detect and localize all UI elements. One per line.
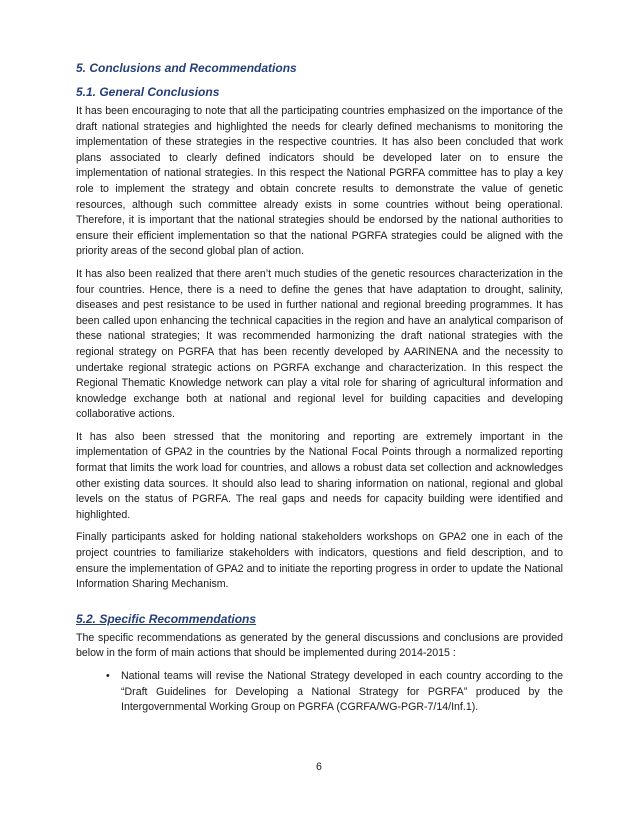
general-paragraph-3: It has also been stressed that the monitoring and reporting are extremely important in the implementation of GPA2 in the countries by the National Focal Points through a normalized reporting format that limits the work load for countries, and allows a robust data set collection and acknowledges other existing data sources. It should also lead to sharing information on national, regional and global levels on the status of PGRFA. The real gaps and needs for capacity building were identified and highlighted.	[76, 430, 563, 521]
page-number: 6	[316, 761, 322, 773]
section-heading: 5. Conclusions and Recommendations	[76, 61, 297, 75]
bullet-icon: •	[106, 670, 110, 682]
document-page	[76, 60, 563, 716]
general-paragraph-1: It has been encouraging to note that all the participating countries emphasized on the importance of the draft national strategies and highlighted the needs for clearly defined mechanisms to monitoring the implementation of these strategies in the respective countries. It has also been concluded that work plans associated to clearly defined indicators should be developed later on to ensure the implementation of national strategies. In this respect the National PGRFA committee has to play a key role to implement the strategy and obtain concrete results to demonstrate the value of genetic resources, although such committee already exists in some countries without being operational. Therefore, it is important that the national strategies should be endorsed by the national authorities to ensure their efficient implementation so that the national PGRFA strategies could be aligned with the priority areas of the second global plan of action.	[76, 105, 563, 258]
specific-intro-paragraph: The specific recommendations as generated by the general discussions and conclusions are provided below in the form of main actions that should be implemented during 2014-2015 :	[76, 631, 563, 660]
list-item-text: National teams will revise the National Strategy developed in each country according to the “Draft Guidelines for Developing a National Strategy for PGRFA” produced by the Intergovernmental Working Group on PGRFA (CGRFA/WG-PGR-7/14/Inf.1).	[121, 670, 563, 714]
list-item	[76, 669, 563, 716]
recommendations-list	[76, 669, 563, 716]
general-paragraph-4: Finally participants asked for holding national stakeholders workshops on GPA2 one in each of the project countries to familiarize stakeholders with indicators, questions and field description, and to ensure the implementation of GPA2 and to initiate the reporting progress in order to update the National Information Sharing Mechanism.	[76, 531, 563, 591]
general-conclusions-heading: 5.1. General Conclusions	[76, 85, 220, 99]
general-paragraph-2: It has also been realized that there aren’t much studies of the genetic resources characterization in the four countries. Hence, there is a need to define the genes that have adaptation to drought, salinity, diseases and pest resistance to be used in further national and regional breeding programmes. It has been called upon enhancing the technical capacities in the region and have an analytical comparison of these national strategies; It was recommended harmonizing the draft national strategies with the regional strategy on PGRFA that has been recently developed by AARINENA and the necessity to undertake regional strategic actions on PGRFA exchange and characterization. In this respect the Regional Thematic Knowledge network can play a vital role for sharing of agricultural information and knowledge exchange both at national and regional level for building capacities and developing collaborative actions.	[76, 267, 563, 421]
specific-recommendations-heading: 5.2. Specific Recommendations	[76, 611, 257, 626]
